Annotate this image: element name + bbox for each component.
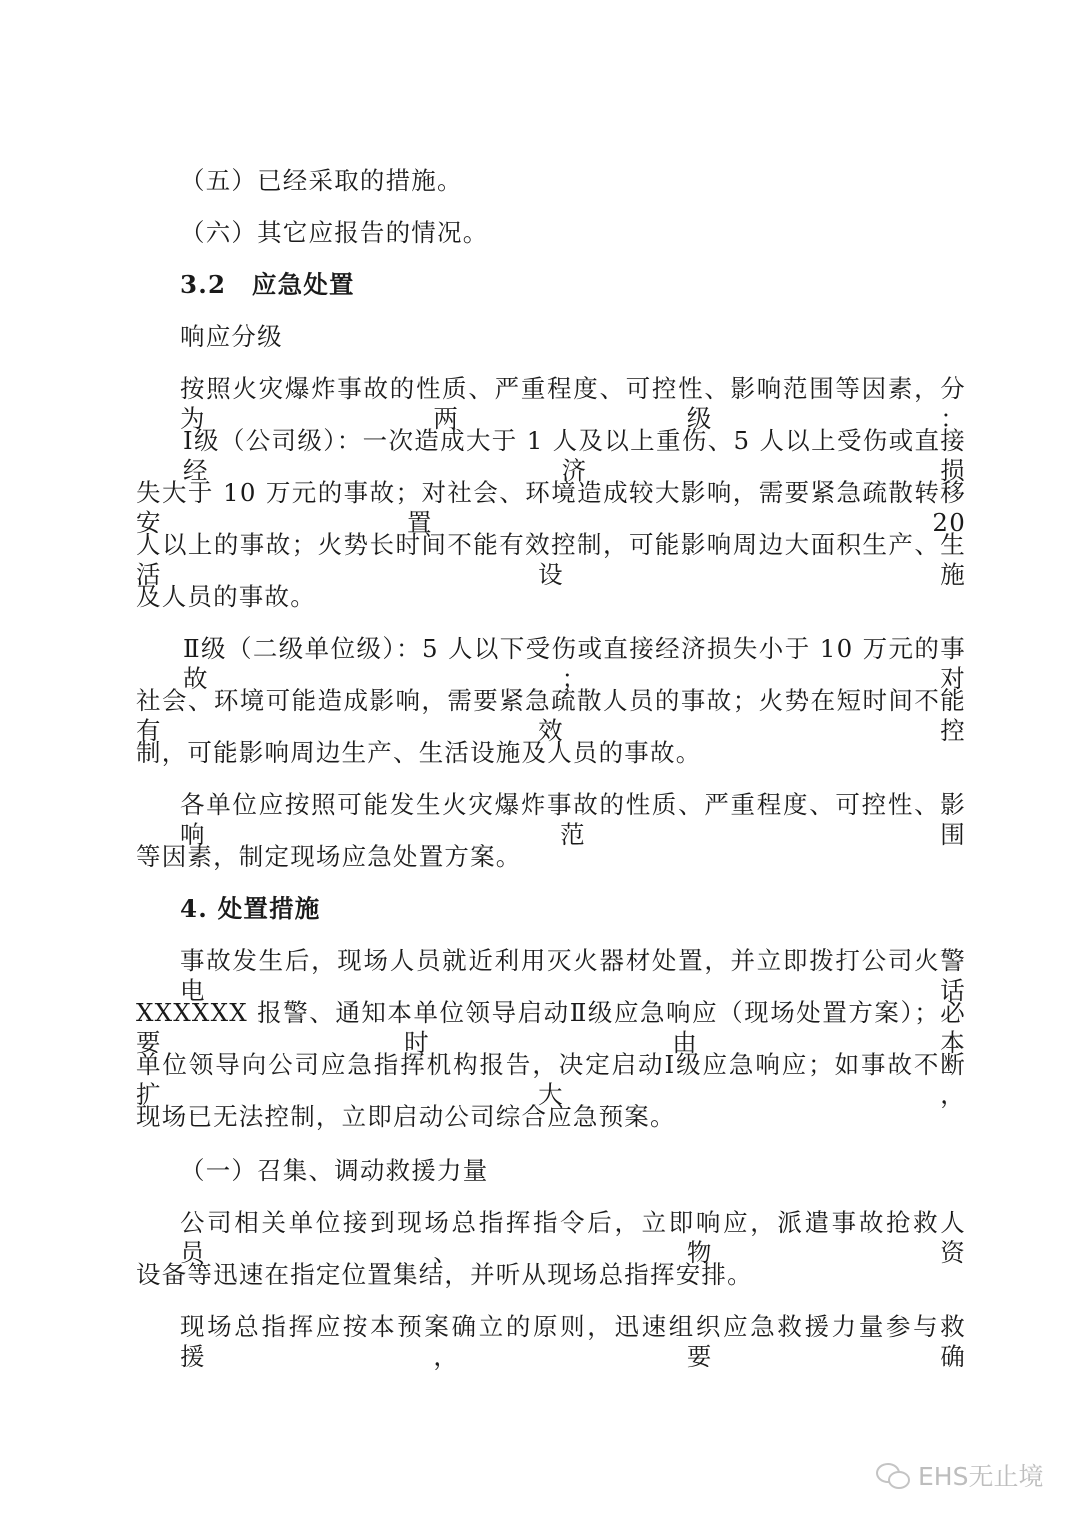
paragraph-line: 各单位应按照可能发生火灾爆炸事故的性质、严重程度、可控性、影响范围 [180,790,966,849]
section-heading-3-2: 3.2 应急处置 [180,270,355,299]
paragraph-line: 公司相关单位接到现场总指挥指令后，立即响应，派遣事故抢救人员、物资 [180,1208,966,1267]
paragraph-line: 现场总指挥应按本预案确立的原则，迅速组织应急救援力量参与救援，要确 [180,1312,966,1371]
section-heading-4: 4. 处置措施 [180,894,321,923]
paragraph-line: 现场已无法控制，立即启动公司综合应急预案。 [136,1102,676,1131]
paragraph-line: 失大于 10 万元的事故；对社会、环境造成较大影响，需要紧急疏散转移安置 20 [136,478,966,537]
paragraph-line: 人以上的事故；火势长时间不能有效控制，可能影响周边大面积生产、生活设施 [136,530,966,589]
paragraph-line: XXXXXX 报警、通知本单位领导启动Ⅱ级应急响应（现场处置方案）；必要时由本 [136,998,966,1057]
item-five: （五）已经采取的措施。 [180,166,463,195]
paragraph-line: 单位领导向公司应急指挥机构报告，决定启动Ⅰ级应急响应；如事故不断扩大， [136,1050,966,1109]
item-six: （六）其它应报告的情况。 [180,218,489,247]
paragraph-line: Ⅱ级（二级单位级）：5 人以下受伤或直接经济损失小于 10 万元的事故；对 [183,634,966,693]
watermark-text: EHS无止境 [918,1462,1044,1491]
paragraph-line: 设备等迅速在指定位置集结，并听从现场总指挥安排。 [136,1260,753,1289]
watermark [876,1458,1043,1492]
subheading-mobilize: （一）召集、调动救援力量 [180,1156,489,1185]
paragraph-line: 按照火灾爆炸事故的性质、严重程度、可控性、影响范围等因素，分为两级： [180,374,966,433]
paragraph-line: 制，可能影响周边生产、生活设施及人员的事故。 [136,738,702,767]
paragraph-line: 及人员的事故。 [136,582,316,611]
paragraph-line: 等因素，制定现场应急处置方案。 [136,842,522,871]
paragraph-line: Ⅰ级（公司级）：一次造成大于 1 人及以上重伤、5 人以上受伤或直接经济损 [183,426,966,485]
wechat-icon [876,1461,910,1489]
paragraph-line: 事故发生后，现场人员就近利用灭火器材处置，并立即拨打公司火警电话 [180,946,966,1005]
subheading-response-levels: 响应分级 [180,322,283,351]
paragraph-line: 社会、环境可能造成影响，需要紧急疏散人员的事故；火势在短时间不能有效控 [136,686,966,745]
